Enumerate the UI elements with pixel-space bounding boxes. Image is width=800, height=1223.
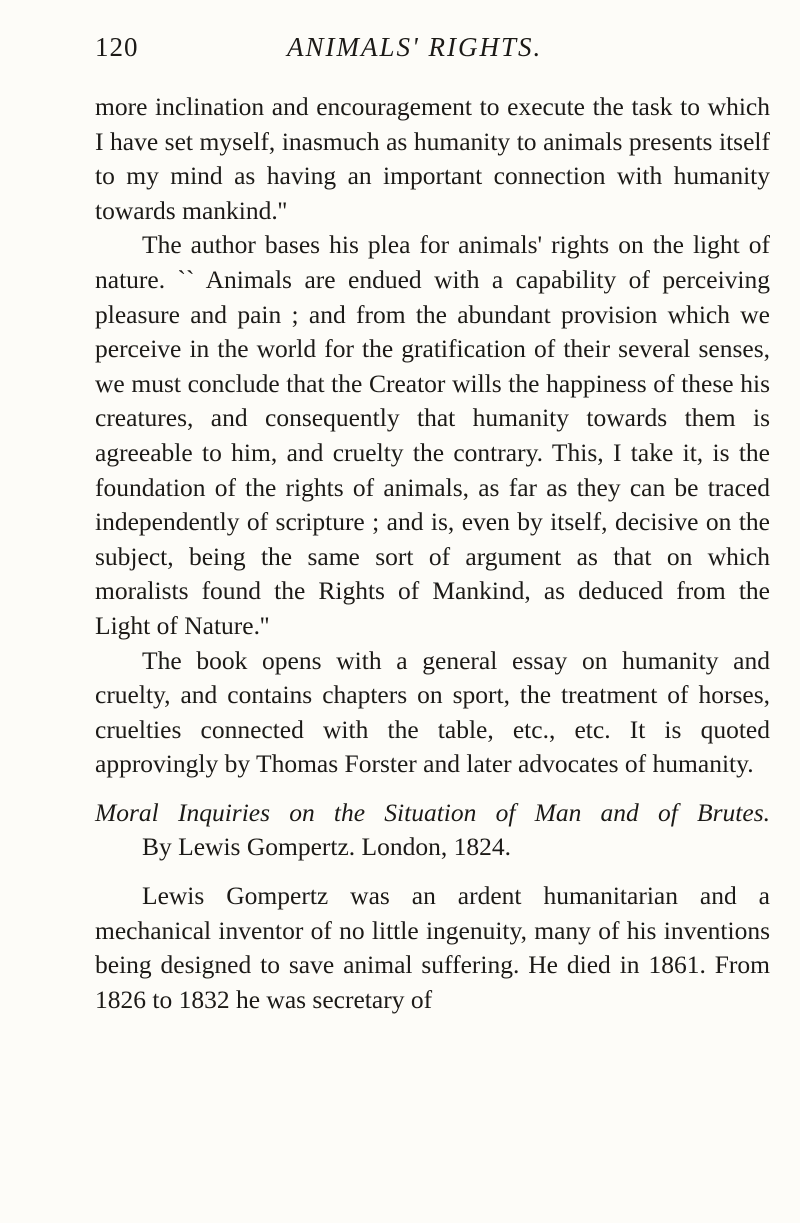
running-head [95, 32, 765, 72]
book-byline: By Lewis Gompertz. London, 1824. [142, 832, 511, 862]
paragraph-gompertz-bio: Lewis Gompertz was an ardent humanitarian and a mechanical inventor of no little ingenuity, many of his inventions being designed to save animal suffering. He died in 1861. From 1826 to 1832 he was secretary of [95, 881, 770, 1014]
page-number: 120 [95, 32, 139, 62]
paragraph-light-of-nature: The author bases his plea for animals' rights on the light of nature. `` Animals are endued with a capability of perceiving pleasure and pain ; and from the abundant provision which we perceive in the world for the gratification of their several senses, we must conclude that the Creator wills the happiness of these his creatures, and consequently that humanity towards them is agreeable to him, and cruelty the contrary. This, I take it, is the foundation of the rights of animals, as far as they can be traced independently of scripture ; and is, even by itself, decisive on the subject, being the same sort of argument as that on which moralists found the Rights of Mankind, as deduced from the Light of Nature.'' [95, 230, 770, 640]
bibliography-entry [95, 796, 770, 865]
body-text [95, 90, 770, 1017]
book-title: Moral Inquiries on the Situation of Man and of Brutes. [95, 797, 770, 827]
paragraph-book-contents: The book opens with a general essay on humanity and cruelty, and contains chapters on sport, the treatment of horses, cruelties connected with the table, etc., etc. It is quoted approvingly by Thomas Forster and later advocates of humanity. [95, 645, 770, 779]
running-title: ANIMALS' RIGHTS. [287, 32, 543, 62]
paragraph-continued: more inclination and encouragement to execute the task to which I have set myself, inasmuch as humanity to animals presents itself to my mind as having an important connection with humanity towards mankind.'' [95, 92, 770, 225]
